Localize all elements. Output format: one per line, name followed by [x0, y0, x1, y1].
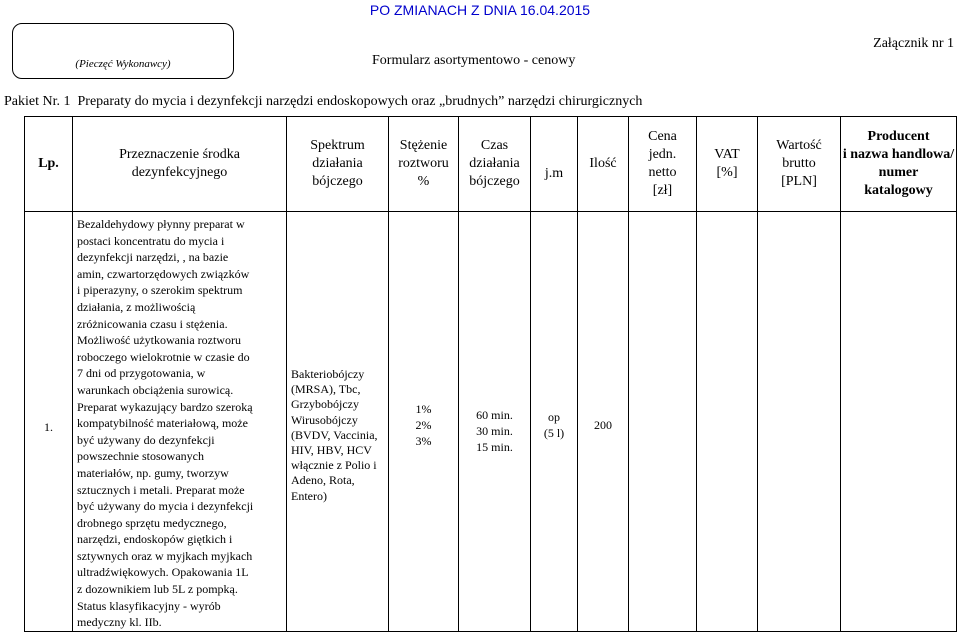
unit-value: (5 l) — [543, 426, 565, 441]
concentration-value: 3% — [415, 434, 432, 449]
description-line: z dozownikiem lub 5L z pompką. — [77, 582, 238, 597]
description-line: powszechnie stosowanych — [77, 449, 204, 464]
concentration-value: 1% — [415, 402, 432, 417]
spectrum-lines — [291, 339, 388, 504]
description-line: działania, z możliwością — [77, 299, 196, 314]
description-line: zróżnicowania czasu i stężenia. — [77, 316, 228, 331]
header-spectrum: Spektrum działania bójczego — [287, 117, 389, 212]
spectrum-line: Grzybobójczy — [291, 397, 359, 412]
description-line: być używany do mycia i dezynfekcji — [77, 499, 254, 514]
spectrum-line: (MRSA), Tbc, — [291, 382, 361, 397]
price-table — [24, 116, 957, 632]
description-line: Preparat wykazujący bardzo szeroką — [77, 399, 253, 414]
cell-lp: 1. — [25, 212, 73, 632]
unit-lines — [531, 401, 577, 441]
cell-unit-price[interactable] — [629, 212, 697, 632]
cell-unit — [531, 212, 578, 632]
header-lp: Lp. — [25, 117, 73, 212]
annex-label: Załącznik nr 1 — [873, 36, 954, 51]
header-unit-price: Cena jedn. netto [zł] — [629, 117, 697, 212]
description-lines — [77, 216, 284, 631]
header-vat: VAT [%] — [697, 117, 758, 212]
stamp-label: (Pieczęć Wykonawcy) — [75, 58, 171, 70]
header-qty: Ilość — [578, 117, 629, 212]
description-line: Możliwość użytkowania roztworu — [77, 333, 241, 348]
cell-producer[interactable] — [841, 212, 957, 632]
description-line: materiałów, np. gumy, tworzyw — [77, 465, 229, 480]
table-header-row — [25, 117, 957, 212]
description-line: narzędzi, endoskopów giętkich i — [77, 532, 233, 547]
description-line: Bezaldehydowy płynny preparat w — [77, 217, 245, 231]
cell-qty: 200 — [578, 212, 629, 632]
description-line: sztywnych oraz w myjkach myjkach — [77, 548, 253, 563]
unit-value: op — [548, 410, 560, 425]
cell-description — [73, 212, 287, 632]
cell-concentration — [389, 212, 459, 632]
package-label: Pakiet Nr. 1 — [4, 94, 71, 109]
concentration-value: 2% — [415, 418, 432, 433]
description-line: dezynfekcji narzędzi, , na bazie — [77, 250, 229, 265]
description-line: kompatybilność materiałową, może — [77, 416, 248, 431]
header-time: Czas działania bójczego — [459, 117, 531, 212]
spectrum-line: Adeno, Rota, — [291, 473, 355, 488]
header-producer: Producent i nazwa handlowa/ numer katalogowy — [841, 117, 957, 212]
description-line: sztucznych i metali. Preparat może — [77, 482, 245, 497]
concentration-lines — [389, 393, 458, 449]
spectrum-line: (BVDV, Vaccinia, — [291, 427, 378, 442]
description-line: amin, czwartorzędowych związków — [77, 266, 250, 281]
header-purpose: Przeznaczenie środka dezynfekcyjnego — [73, 117, 287, 212]
spectrum-line: Bakteriobójczy — [291, 367, 365, 381]
description-line: Status klasyfikacyjny - wyrób — [77, 598, 221, 613]
description-line: 7 dni od przygotowania, w — [77, 366, 206, 381]
description-line: medyczny kl. IIb. — [77, 615, 162, 630]
package-title: Preparaty do mycia i dezynfekcji narzędzi endoskopowych oraz „brudnych” narzędzi chirurgicznych — [77, 94, 643, 109]
description-line: roboczego wielokrotnie w czasie do — [77, 349, 250, 364]
spectrum-line: Wirusobójczy — [291, 412, 358, 427]
header-concentration: Stężenie roztworu % — [389, 117, 459, 212]
time-lines — [459, 387, 530, 455]
time-value: 30 min. — [476, 424, 513, 439]
cell-vat[interactable] — [697, 212, 758, 632]
description-line: drobnego sprzętu medycznego, — [77, 515, 227, 530]
contractor-stamp-box — [12, 23, 234, 79]
header-unit: j.m — [531, 117, 578, 212]
header-gross: Wartość brutto [PLN] — [758, 117, 841, 212]
description-line: warunkach obciążenia surowicą. — [77, 382, 234, 397]
table-row — [25, 212, 957, 632]
description-line: postaci koncentratu do mycia i — [77, 233, 225, 248]
description-line: ultradźwiękowych. Opakowania 1L — [77, 565, 249, 580]
revision-banner: PO ZMIANACH Z DNIA 16.04.2015 — [369, 2, 591, 18]
spectrum-line: HIV, HBV, HCV — [291, 443, 372, 458]
spectrum-line: Entero) — [291, 488, 327, 503]
form-title: Formularz asortymentowo - cenowy — [372, 53, 576, 68]
spectrum-line: włącznie z Polio i — [291, 458, 377, 473]
time-value: 15 min. — [476, 440, 513, 455]
cell-time — [459, 212, 531, 632]
cell-gross[interactable] — [758, 212, 841, 632]
description-line: być używany do dezynfekcji — [77, 432, 215, 447]
cell-spectrum — [287, 212, 389, 632]
time-value: 60 min. — [476, 408, 513, 423]
package-heading — [4, 94, 642, 110]
description-line: i piperazyny, o szerokim spektrum — [77, 283, 243, 298]
